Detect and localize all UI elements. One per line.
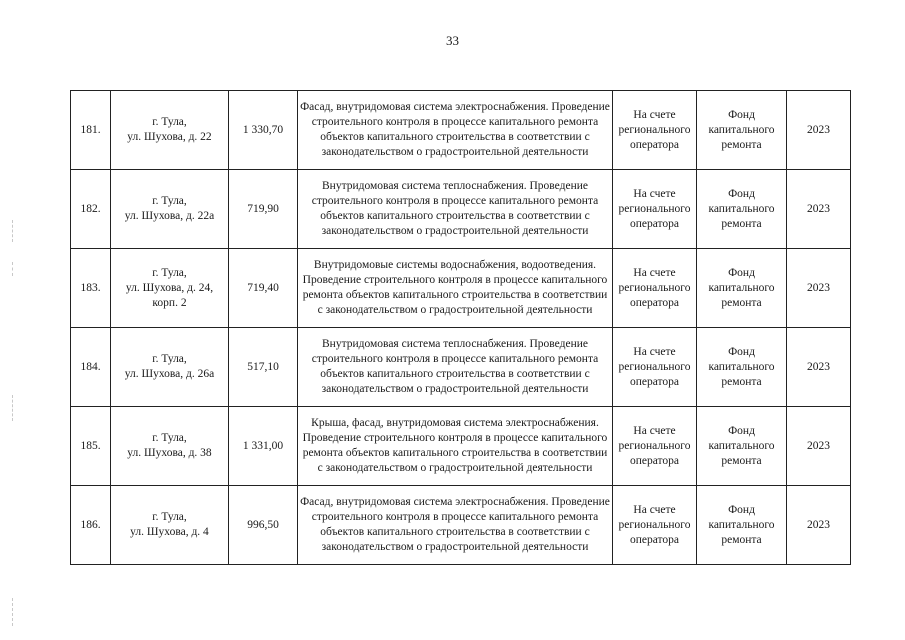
row-address <box>111 486 229 565</box>
row-year: 2023 <box>787 170 851 249</box>
row-number: 181. <box>71 91 111 170</box>
row-year: 2023 <box>787 249 851 328</box>
row-year: 2023 <box>787 486 851 565</box>
address-line: корп. 2 <box>152 296 187 309</box>
address-line: ул. Шухова, д. 22 <box>127 131 212 143</box>
row-area: 719,90 <box>229 170 298 249</box>
row-account: На счете регионального оператора <box>613 91 697 170</box>
address-line: ул. Шухова, д. 22а <box>124 210 215 222</box>
row-account: На счете регионального оператора <box>613 170 697 249</box>
row-year: 2023 <box>787 91 851 170</box>
row-fund: Фонд капитального ремонта <box>697 249 787 328</box>
row-number: 183. <box>71 249 111 328</box>
row-fund: Фонд капитального ремонта <box>697 407 787 486</box>
row-account: На счете регионального оператора <box>613 328 697 407</box>
scan-margin-marks <box>12 0 18 640</box>
row-area: 1 331,00 <box>229 407 298 486</box>
row-fund: Фонд капитального ремонта <box>697 486 787 565</box>
row-works: Внутридомовая система теплоснабжения. Проведение строительного контроля в процессе капитального ремонта объектов капитального строительства в соответствии с законодательством о градостроительной деятельности <box>298 328 613 407</box>
row-works: Фасад, внутридомовая система электроснабжения. Проведение строительного контроля в процессе капитального ремонта объектов капитального строительства в соответствии с законодательством о градостроительной деятельности <box>298 91 613 170</box>
address-line: ул. Шухова, д. 38 <box>127 447 212 459</box>
row-works: Внутридомовые системы водоснабжения, водоотведения. Проведение строительного контроля в процессе капитального ремонта объектов капитального строительства в соответствии с законодательством о градостроительной деятельности <box>298 249 613 328</box>
table-row <box>71 486 851 565</box>
address-line: г. Тула, <box>152 511 187 523</box>
address-line: г. Тула, <box>152 195 187 207</box>
row-address <box>111 91 229 170</box>
row-account: На счете регионального оператора <box>613 486 697 565</box>
row-area: 719,40 <box>229 249 298 328</box>
address-line: ул. Шухова, д. 24, <box>125 281 214 294</box>
row-account: На счете регионального оператора <box>613 407 697 486</box>
row-fund: Фонд капитального ремонта <box>697 328 787 407</box>
table-row <box>71 170 851 249</box>
row-number: 182. <box>71 170 111 249</box>
address-line: г. Тула, <box>152 432 187 444</box>
page-number: 33 <box>446 33 459 48</box>
row-number: 185. <box>71 407 111 486</box>
table-row <box>71 249 851 328</box>
address-line: ул. Шухова, д. 4 <box>130 526 209 538</box>
address-line: г. Тула, <box>152 353 187 365</box>
row-works: Фасад, внутридомовая система электроснабжения. Проведение строительного контроля в процессе капитального ремонта объектов капитального строительства в соответствии с законодательством о градостроительной деятельности <box>298 486 613 565</box>
address-line: г. Тула, <box>152 266 187 279</box>
row-area: 1 330,70 <box>229 91 298 170</box>
row-year: 2023 <box>787 407 851 486</box>
margin-dash-mark <box>12 220 15 242</box>
row-fund: Фонд капитального ремонта <box>697 170 787 249</box>
row-works: Внутридомовая система теплоснабжения. Проведение строительного контроля в процессе капитального ремонта объектов капитального строительства в соответствии с законодательством о градостроительной деятельности <box>298 170 613 249</box>
row-year: 2023 <box>787 328 851 407</box>
row-area: 517,10 <box>229 328 298 407</box>
capital-repair-table <box>70 90 851 565</box>
row-number: 184. <box>71 328 111 407</box>
row-address <box>111 407 229 486</box>
table-row <box>71 91 851 170</box>
address-line: г. Тула, <box>152 116 187 128</box>
table-row <box>71 328 851 407</box>
row-number: 186. <box>71 486 111 565</box>
margin-dash-mark <box>12 598 15 626</box>
row-address <box>111 249 229 328</box>
row-address <box>111 328 229 407</box>
address-line: ул. Шухова, д. 26а <box>124 368 215 380</box>
row-address <box>111 170 229 249</box>
row-works: Крыша, фасад, внутридомовая система электроснабжения. Проведение строительного контроля в процессе капитального ремонта объектов капитального строительства в соответствии с законодательством о градостроительной деятельности <box>298 407 613 486</box>
table-body <box>71 91 851 565</box>
row-fund: Фонд капитального ремонта <box>697 91 787 170</box>
margin-dash-mark <box>12 395 15 421</box>
row-area: 996,50 <box>229 486 298 565</box>
margin-dash-mark <box>12 262 15 276</box>
table-row <box>71 407 851 486</box>
row-account: На счете регионального оператора <box>613 249 697 328</box>
